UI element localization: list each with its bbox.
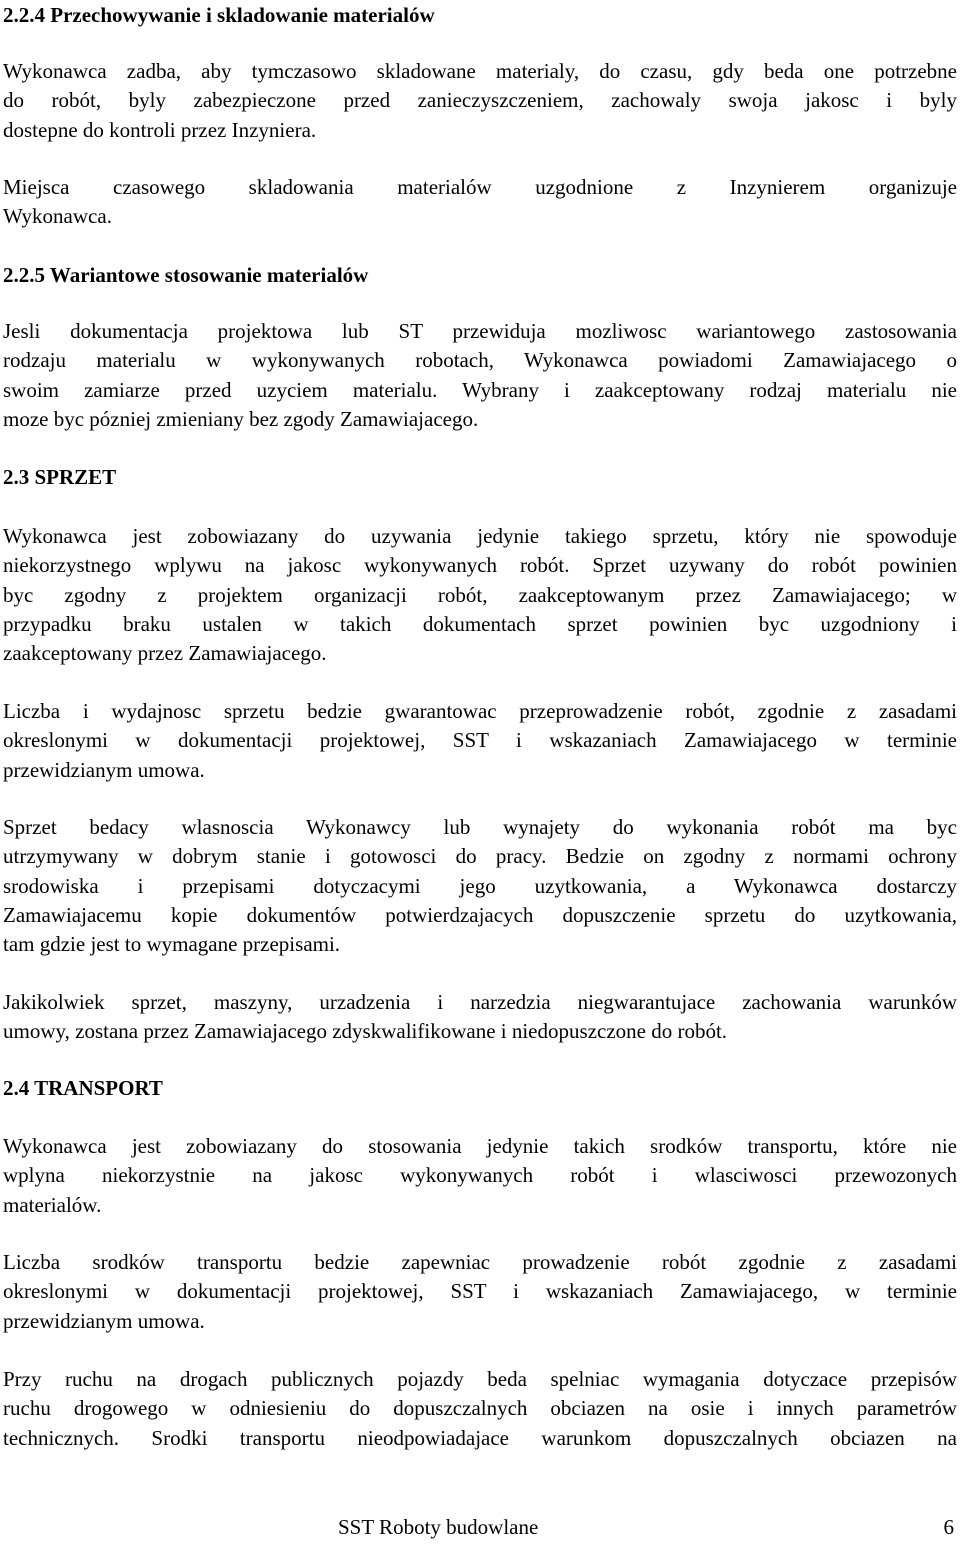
text-line: Wykonawca jest zobowiazany do uzywania jedynie takiego sprzetu, który nie spowoduje	[3, 524, 957, 548]
paragraph	[3, 813, 957, 959]
text-line: do robót, byly zabezpieczone przed zanieczyszczeniem, zachowaly swoja jakosc i byly	[3, 88, 957, 113]
text-line: utrzymywany w dobrym stanie i gotowosci do pracy. Bedzie on zgodny z normami ochrony	[3, 844, 957, 869]
section-heading: 2.4 TRANSPORT	[3, 1076, 163, 1100]
text-line: materialów.	[3, 1192, 102, 1217]
text-line: przewidzianym umowa.	[3, 757, 205, 782]
text-line: swoim zamiarze przed uzyciem materialu. Wybrany i zaakceptowany rodzaj materialu nie	[3, 377, 957, 402]
page-footer	[0, 1513, 957, 1543]
section-heading: 2.2.4 Przechowywanie i skladowanie materialów	[3, 3, 435, 27]
paragraph	[3, 522, 957, 668]
text-line: Sprzet bedacy wlasnoscia Wykonawcy lub wynajety do wykonania robót ma byc	[3, 815, 957, 839]
text-line: Miejsca czasowego skladowania materialów uzgodnione z Inzynierem organizuje	[3, 175, 957, 199]
text-line: Zamawiajacemu kopie dokumentów potwierdzajacych dopuszczenie sprzetu do uzytkowania,	[3, 902, 957, 927]
text-line: okreslonymi w dokumentacji projektowej, SST i wskazaniach Zamawiajacego w terminie	[3, 728, 957, 753]
page-number: 6	[943, 1515, 954, 1539]
text-line: ruchu drogowego w odniesieniu do dopuszczalnych obciazen na osie i innych parametrów	[3, 1396, 957, 1421]
text-line: Przy ruchu na drogach publicznych pojazdy beda spelniac wymagania dotyczace przepisów	[3, 1367, 957, 1391]
text-line: Liczba srodków transportu bedzie zapewniac prowadzenie robót zgodnie z zasadami	[3, 1250, 957, 1274]
section-heading: 2.2.5 Wariantowe stosowanie materialów	[3, 263, 369, 287]
text-line: Wykonawca.	[3, 204, 112, 229]
footer-title: SST Roboty budowlane	[338, 1515, 539, 1539]
text-line: Jakikolwiek sprzet, maszyny, urzadzenia i narzedzia niegwarantujace zachowania warunków	[3, 990, 957, 1014]
text-line: Wykonawca zadba, aby tymczasowo skladowane materialy, do czasu, gdy beda one potrzebne	[3, 59, 957, 83]
section-heading: 2.3 SPRZET	[3, 465, 117, 489]
text-line: przypadku braku ustalen w takich dokumentach sprzet powinien byc uzgodniony i	[3, 611, 957, 636]
paragraph	[3, 57, 957, 145]
paragraph	[3, 697, 957, 785]
text-line: umowy, zostana przez Zamawiajacego zdyskwalifikowane i niedopuszczone do robót.	[3, 1019, 728, 1044]
text-line: zaakceptowany przez Zamawiajacego.	[3, 641, 327, 666]
text-line: dostepne do kontroli przez Inzyniera.	[3, 117, 317, 142]
text-line: okreslonymi w dokumentacji projektowej, SST i wskazaniach Zamawiajacego, w terminie	[3, 1279, 957, 1304]
paragraph	[3, 1365, 957, 1453]
paragraph	[3, 317, 957, 434]
text-line: technicznych. Srodki transportu nieodpowiadajace warunkom dopuszczalnych obciazen na	[3, 1425, 957, 1450]
paragraph	[3, 988, 957, 1047]
text-line: Wykonawca jest zobowiazany do stosowania jedynie takich srodków transportu, które nie	[3, 1134, 957, 1158]
text-line: tam gdzie jest to wymagane przepisami.	[3, 932, 341, 957]
text-line: przewidzianym umowa.	[3, 1308, 205, 1333]
text-line: Jesli dokumentacja projektowa lub ST przewiduja mozliwosc wariantowego zastosowania	[3, 319, 957, 343]
text-line: rodzaju materialu w wykonywanych robotach, Wykonawca powiadomi Zamawiajacego o	[3, 348, 957, 373]
paragraph	[3, 173, 957, 232]
text-line: moze byc pózniej zmieniany bez zgody Zamawiajacego.	[3, 406, 479, 431]
text-line: byc zgodny z projektem organizacji robót, zaakceptowanym przez Zamawiajacego; w	[3, 582, 957, 607]
paragraph	[3, 1248, 957, 1336]
text-line: srodowiska i przepisami dotyczacymi jego uzytkowania, a Wykonawca dostarczy	[3, 873, 957, 898]
text-line: Liczba i wydajnosc sprzetu bedzie gwarantowac przeprowadzenie robót, zgodnie z zasadami	[3, 699, 957, 723]
paragraph	[3, 1132, 957, 1220]
text-line: niekorzystnego wplywu na jakosc wykonywanych robót. Sprzet uzywany do robót powinien	[3, 553, 957, 578]
text-line: wplyna niekorzystnie na jakosc wykonywanych robót i wlasciwosci przewozonych	[3, 1163, 957, 1188]
